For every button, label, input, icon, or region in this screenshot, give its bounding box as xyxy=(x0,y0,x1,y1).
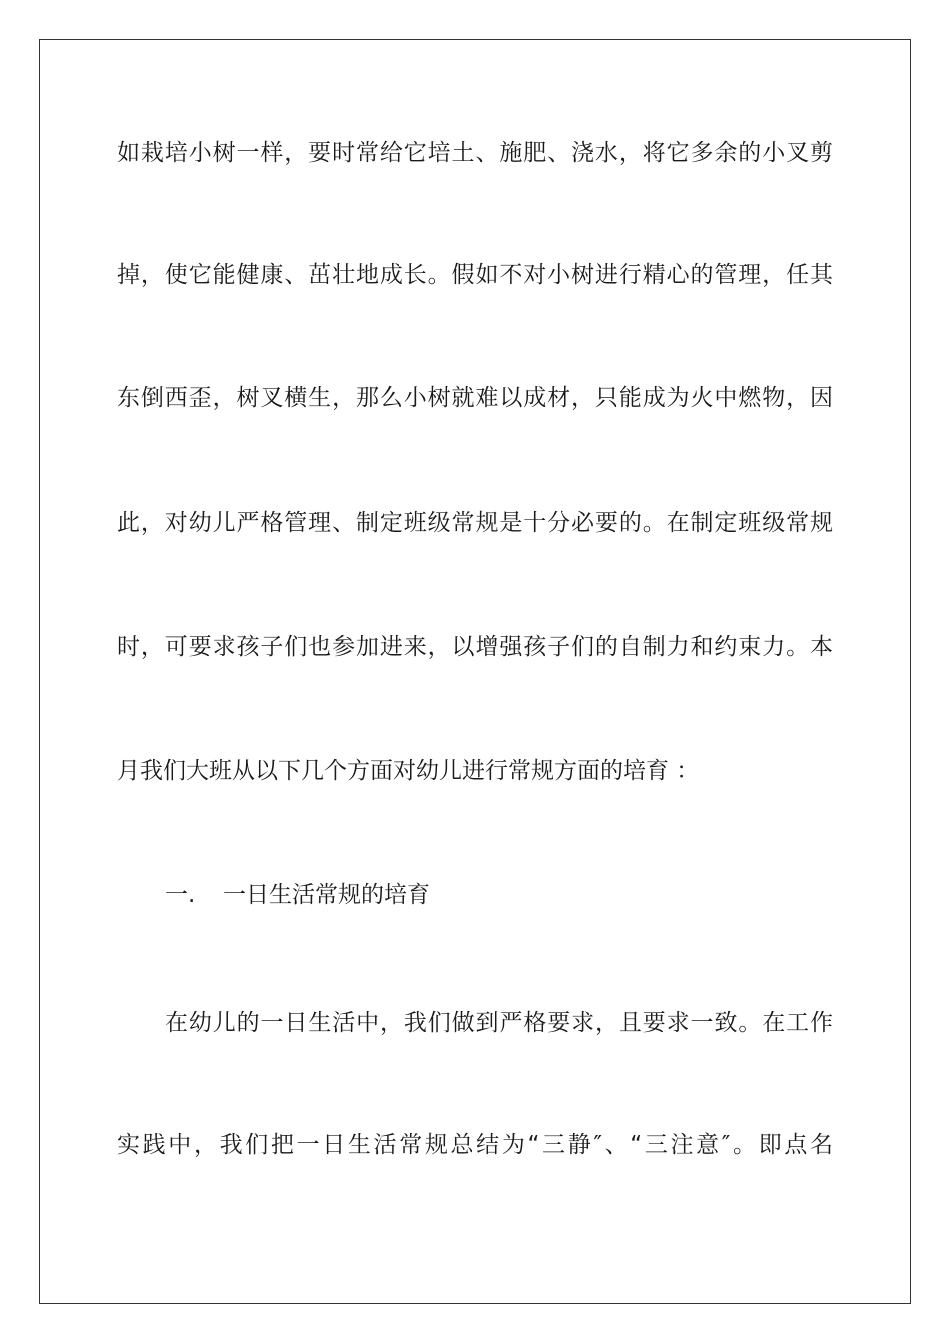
paragraph2-line-1: 在幼儿的一日生活中，我们做到严格要求，且要求一致。在工作 xyxy=(165,1010,833,1036)
section-number: 一. xyxy=(165,882,196,908)
paragraph-line-2: 掉，使它能健康、茁壮地成长。假如不对小树进行精心的管理，任其 xyxy=(117,262,833,288)
paragraph-line-6: 月我们大班从以下几个方面对幼儿进行常规方面的培育 ： xyxy=(117,758,700,784)
paragraph2-line-2: 实践中，我们把一日生活常规总结为“三静″、“三注意″。即点名 xyxy=(117,1132,833,1158)
paragraph-line-5: 时，可要求孩子们也参加进来，以增强孩子们的自制力和约束力。本 xyxy=(117,634,833,660)
paragraph-line-4: 此，对幼儿严格管理、制定班级常规是十分必要的。在制定班级常规 xyxy=(117,510,833,536)
paragraph-line-3: 东倒西歪，树叉横生，那么小树就难以成材，只能成为火中燃物，因 xyxy=(117,385,833,411)
paragraph-line-1: 如栽培小树一样，要时常给它培土、施肥、浇水，将它多余的小叉剪 xyxy=(117,140,833,166)
section-title: 一日生活常规的培育 xyxy=(223,882,430,908)
page-border xyxy=(39,39,911,1304)
section-heading xyxy=(165,880,430,910)
